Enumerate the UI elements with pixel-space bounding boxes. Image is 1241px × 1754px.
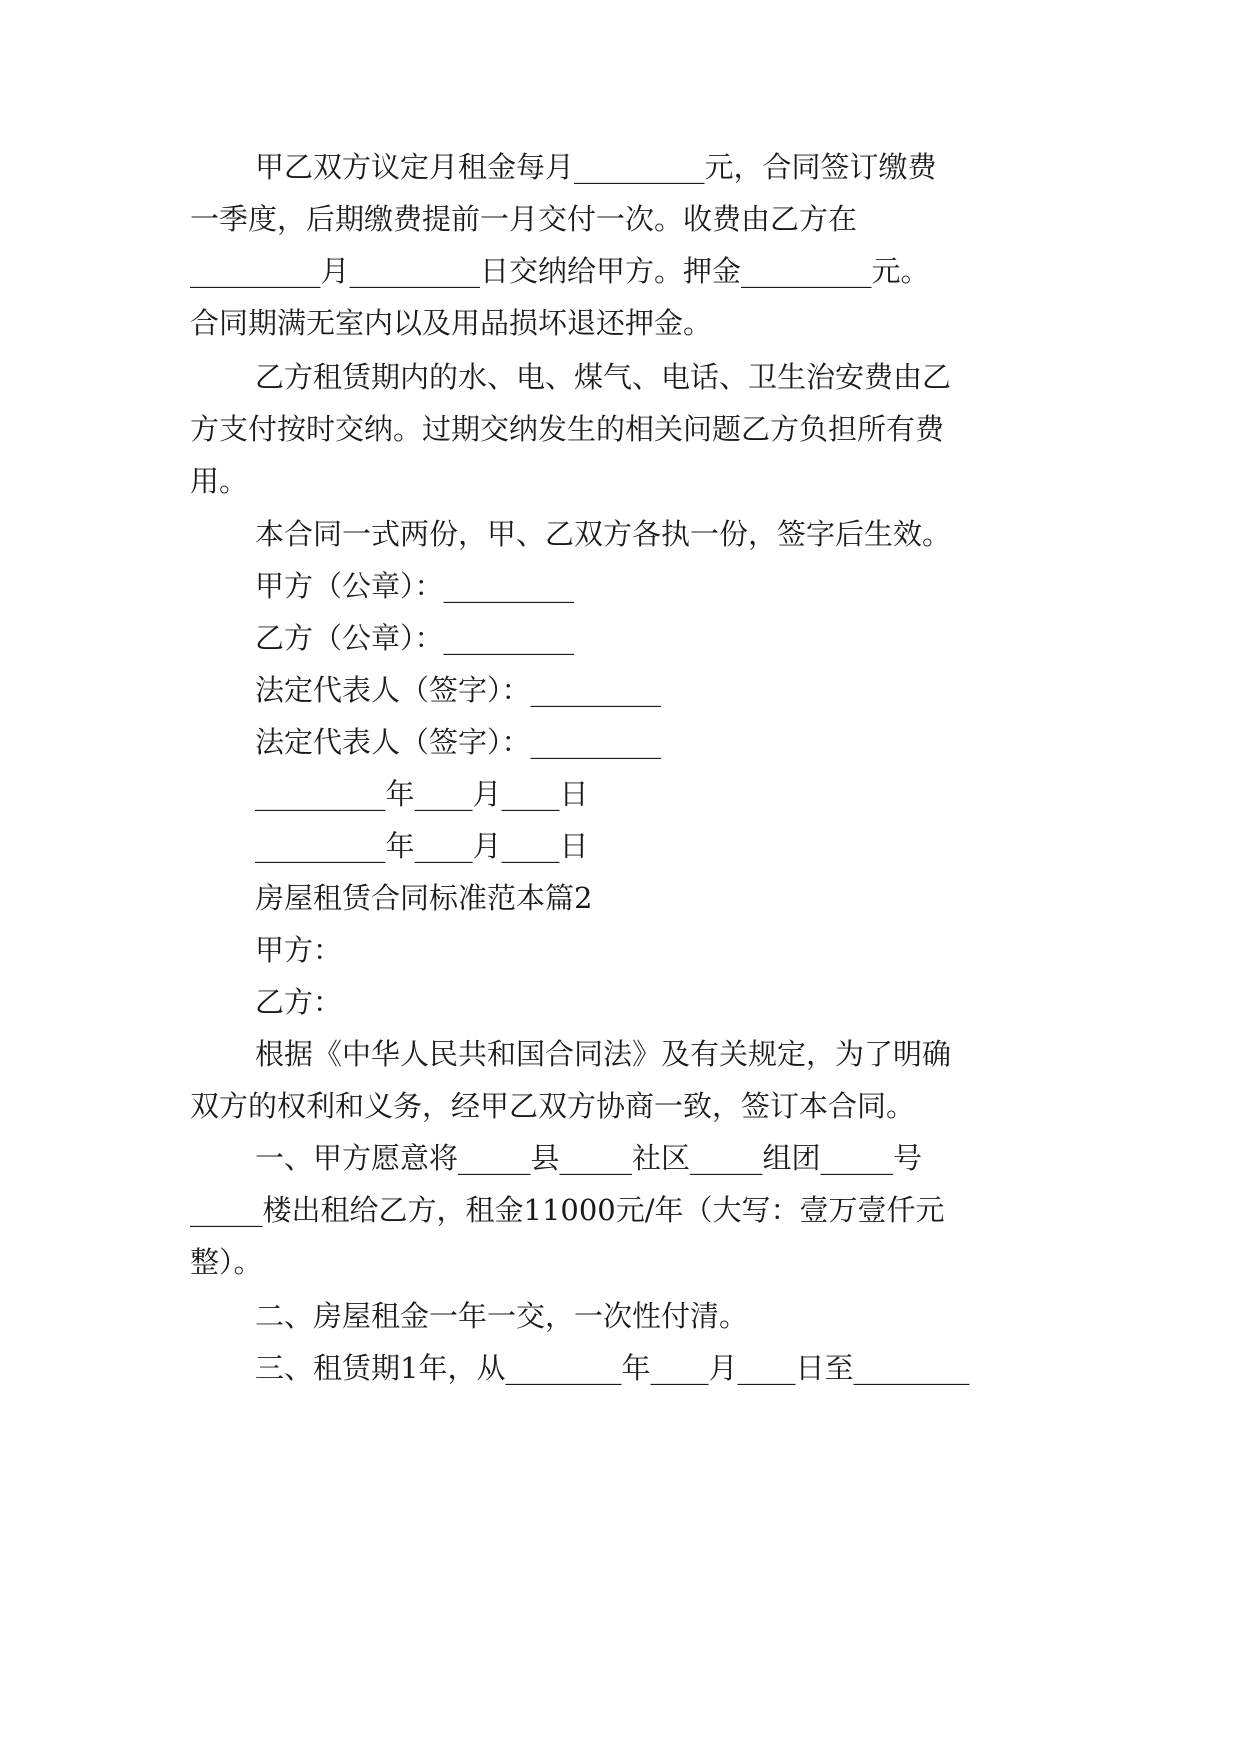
rent-amount-line: 甲乙双方议定月租金每月_________元，合同签订缴费 xyxy=(255,150,937,184)
clause-3: 三、租赁期1年，从________年____月____日至________ xyxy=(255,1351,970,1385)
preamble-line-1: 根据《中华人民共和国合同法》及有关规定，为了明确 xyxy=(255,1037,952,1071)
clause-1-line-3: 整）。 xyxy=(190,1245,263,1279)
clause-1-line-2: _____楼出租给乙方，租金11000元/年（大写：壹万壹仟元 xyxy=(190,1193,945,1227)
legal-rep-signature-2: 法定代表人（签字）：_________ xyxy=(255,725,662,759)
deposit-refund-line: 合同期满无室内以及用品损坏退还押金。 xyxy=(190,306,713,340)
clause-2: 二、房屋租金一年一交，一次性付清。 xyxy=(255,1299,749,1333)
party-b-label: 乙方： xyxy=(255,985,343,1019)
payment-date-deposit-line: _________月_________日交纳给甲方。押金_________元。 xyxy=(190,254,930,288)
section-heading: 房屋租赁合同标准范本篇2 xyxy=(255,881,593,915)
clause-1-line-1: 一、甲方愿意将_____县_____社区_____组团_____号 xyxy=(255,1141,923,1175)
utilities-clause-line-1: 乙方租赁期内的水、电、煤气、电话、卫生治安费由乙 xyxy=(255,360,952,394)
copies-clause: 本合同一式两份，甲、乙双方各执一份，签字后生效。 xyxy=(255,517,952,551)
legal-rep-signature-1: 法定代表人（签字）：_________ xyxy=(255,673,662,707)
utilities-clause-line-2: 方支付按时交纳。过期交纳发生的相关问题乙方负担所有费 xyxy=(190,412,945,446)
payment-schedule-line: 一季度，后期缴费提前一月交付一次。收费由乙方在 xyxy=(190,202,858,236)
party-a-label: 甲方： xyxy=(255,933,343,967)
date-line-1: _________年____月____日 xyxy=(255,777,589,811)
preamble-line-2: 双方的权利和义务，经甲乙双方协商一致，签订本合同。 xyxy=(190,1089,916,1123)
utilities-clause-line-3: 用。 xyxy=(190,464,249,498)
party-b-seal: 乙方（公章）：_________ xyxy=(255,621,575,655)
date-line-2: _________年____月____日 xyxy=(255,829,589,863)
party-a-seal: 甲方（公章）：_________ xyxy=(255,569,575,603)
